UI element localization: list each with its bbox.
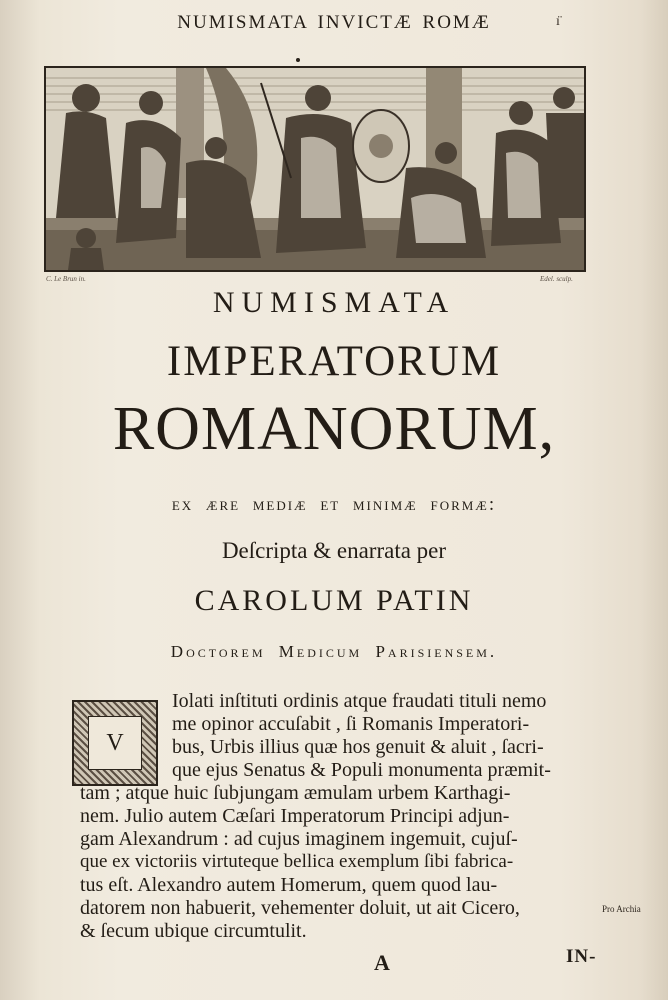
ornament-dot: [296, 58, 300, 62]
engraver-credit-right: Edel. sculp.: [540, 275, 573, 283]
title-line-1: NUMISMATA: [212, 286, 456, 319]
text-line: nem. Julio autem Cæſari Imperatorum Principi adjun-: [80, 805, 510, 827]
engraver-credit-left: C. Le Brun in.: [46, 275, 86, 283]
subtitle-line: ex ære mediæ et minimæ formæ:: [171, 494, 497, 515]
text-line: me opinor accuſabit , ſi Romanis Imperatori-: [172, 713, 530, 735]
signature-mark: A: [374, 950, 390, 975]
initial-letter: V: [88, 716, 142, 770]
title-line-2: IMPERATORUM: [166, 338, 502, 385]
frontispiece-engraving: [44, 66, 586, 272]
text-line: que ejus Senatus & Populi monumenta præmit-: [172, 759, 551, 781]
decorated-initial: [72, 700, 158, 786]
text-line: tus eſt. Alexandro autem Homerum, quem quod lau-: [80, 874, 498, 896]
page-mark: ı̈: [556, 14, 560, 29]
text-line: gam Alexandrum : ad cujus imaginem ingemuit, cujuſ-: [80, 828, 518, 850]
text-line: bus, Urbis illius quæ hos genuit & aluit , ſacri-: [172, 736, 544, 758]
text-line: Iolati inſtituti ordinis atque fraudati tituli nemo: [172, 690, 547, 712]
text-line: & ſecum ubique circumtulit.: [80, 920, 307, 942]
running-title: NUMISMATA INVICTÆ ROMÆ: [177, 12, 491, 33]
description-line: Deſcripta & enarrata per: [221, 538, 447, 563]
author-name: CAROLUM PATIN: [194, 584, 474, 617]
margin-note: Pro Archia: [602, 904, 641, 914]
text-line: datorem non habuerit, vehementer doluit, ut ait Cicero,: [80, 897, 520, 919]
text-line: tam ; atque huic ſubjungam æmulam urbem Karthagi-: [80, 782, 511, 804]
text-line: que ex victoriis virtuteque bellica exemplum ſibi fabrica-: [80, 851, 514, 872]
author-title: Doctorem Medicum Parisiensem.: [170, 642, 498, 661]
catchword: IN-: [566, 946, 597, 967]
title-line-3: ROMANORUM,: [112, 395, 556, 463]
